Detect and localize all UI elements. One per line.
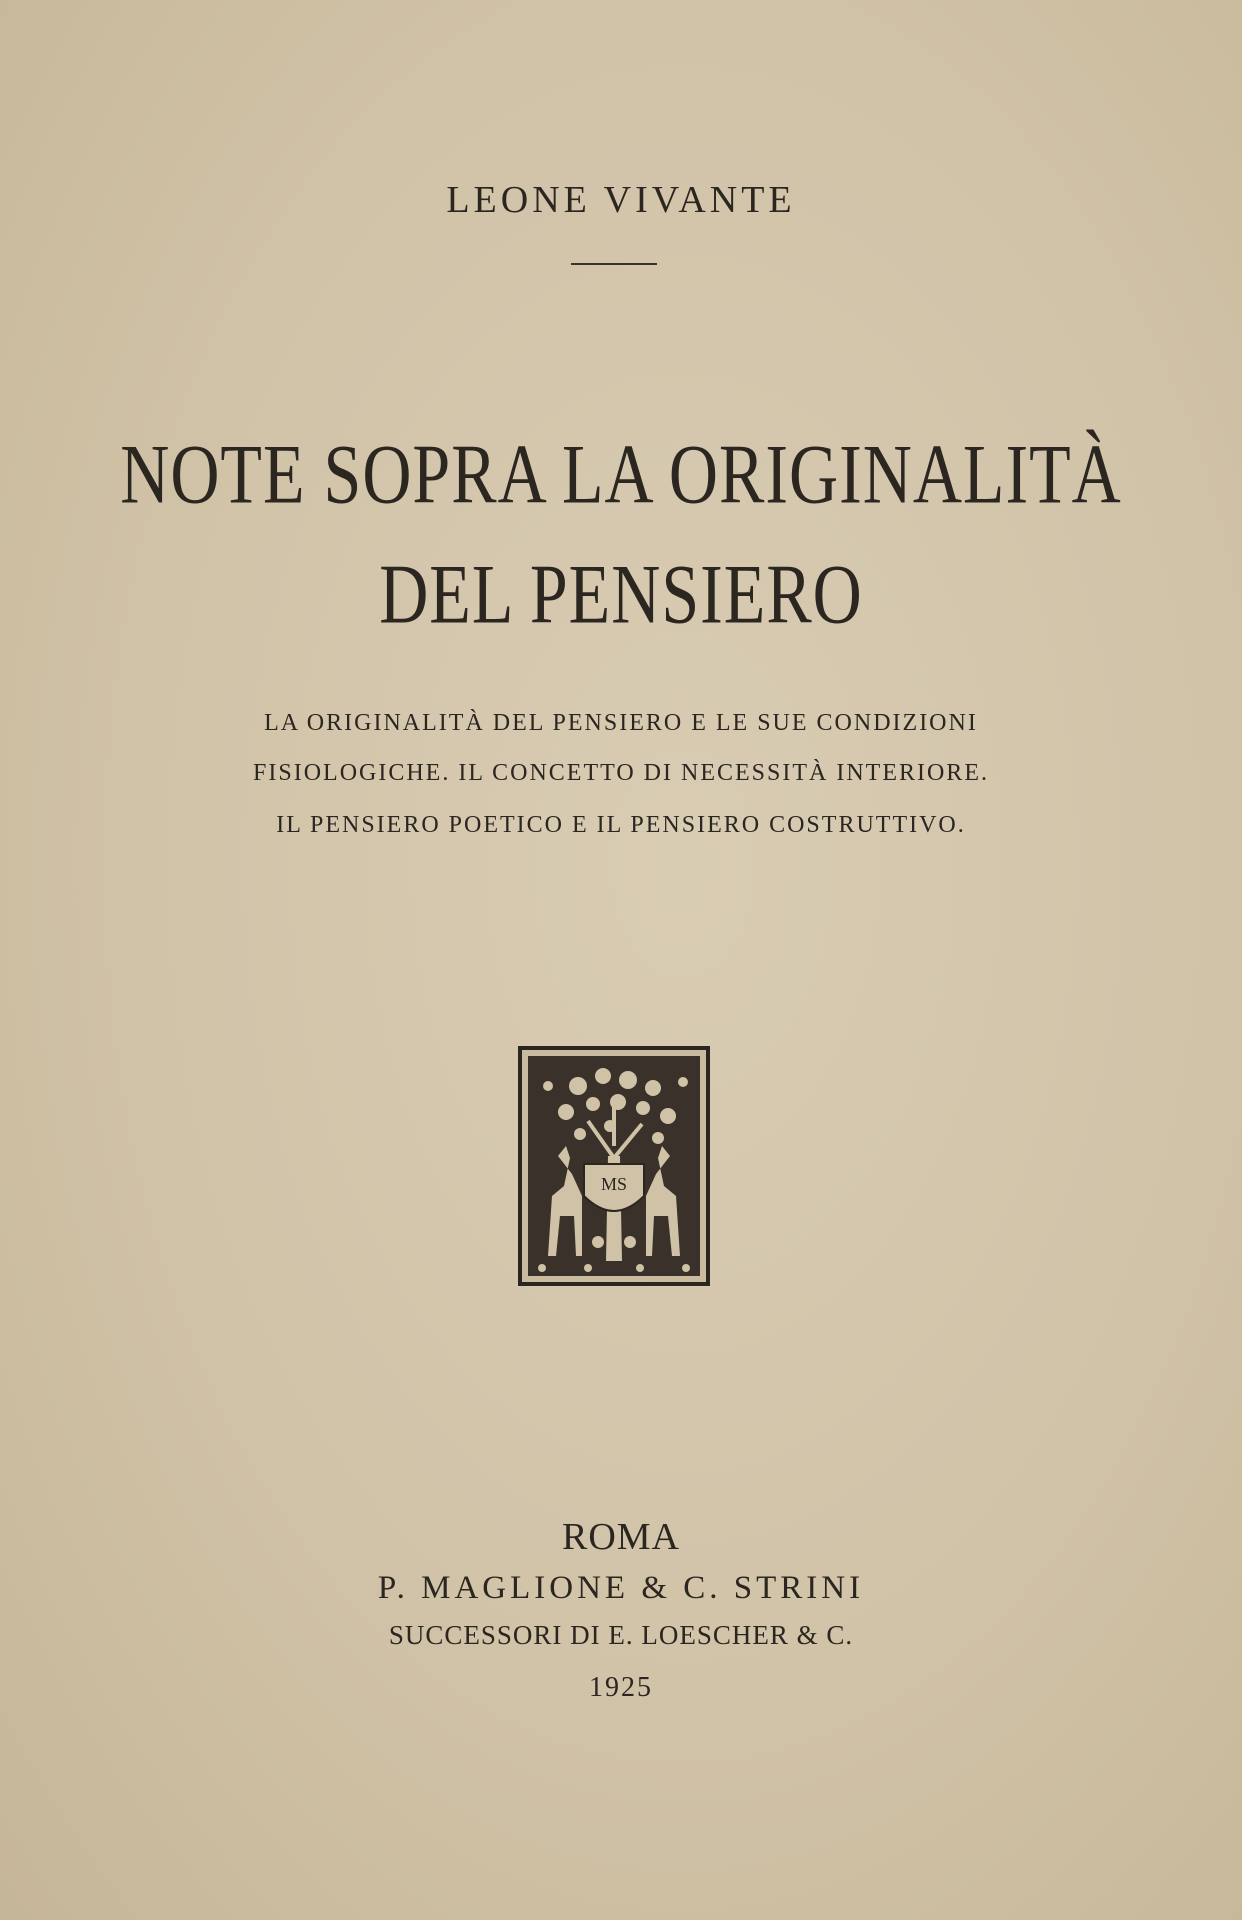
subtitle-line-1: LA ORIGINALITÀ DEL PENSIERO E LE SUE CONDIZIONI xyxy=(264,710,978,736)
imprint-publisher: P. MAGLIONE & C. STRINI xyxy=(377,1570,865,1606)
printer-mark-monogram: MS xyxy=(600,1174,628,1194)
imprint-year: 1925 xyxy=(589,1672,653,1703)
imprint-successors: SUCCESSORI DI E. LOESCHER & C. xyxy=(388,1620,854,1650)
book-title-line-1: NOTE SOPRA LA ORIGINALITÀ xyxy=(120,426,1122,522)
author-name: LEONE VIVANTE xyxy=(446,179,796,221)
tree-with-deer-printer-mark-icon xyxy=(518,1046,710,1286)
subtitle-line-2: FISIOLOGICHE. IL CONCETTO DI NECESSITÀ INTERIORE. xyxy=(253,760,989,786)
divider-rule xyxy=(571,263,657,265)
book-title-line-2: DEL PENSIERO xyxy=(379,546,863,642)
imprint-city: ROMA xyxy=(561,1516,681,1558)
subtitle-line-3: IL PENSIERO POETICO E IL PENSIERO COSTRUTTIVO. xyxy=(276,812,966,838)
